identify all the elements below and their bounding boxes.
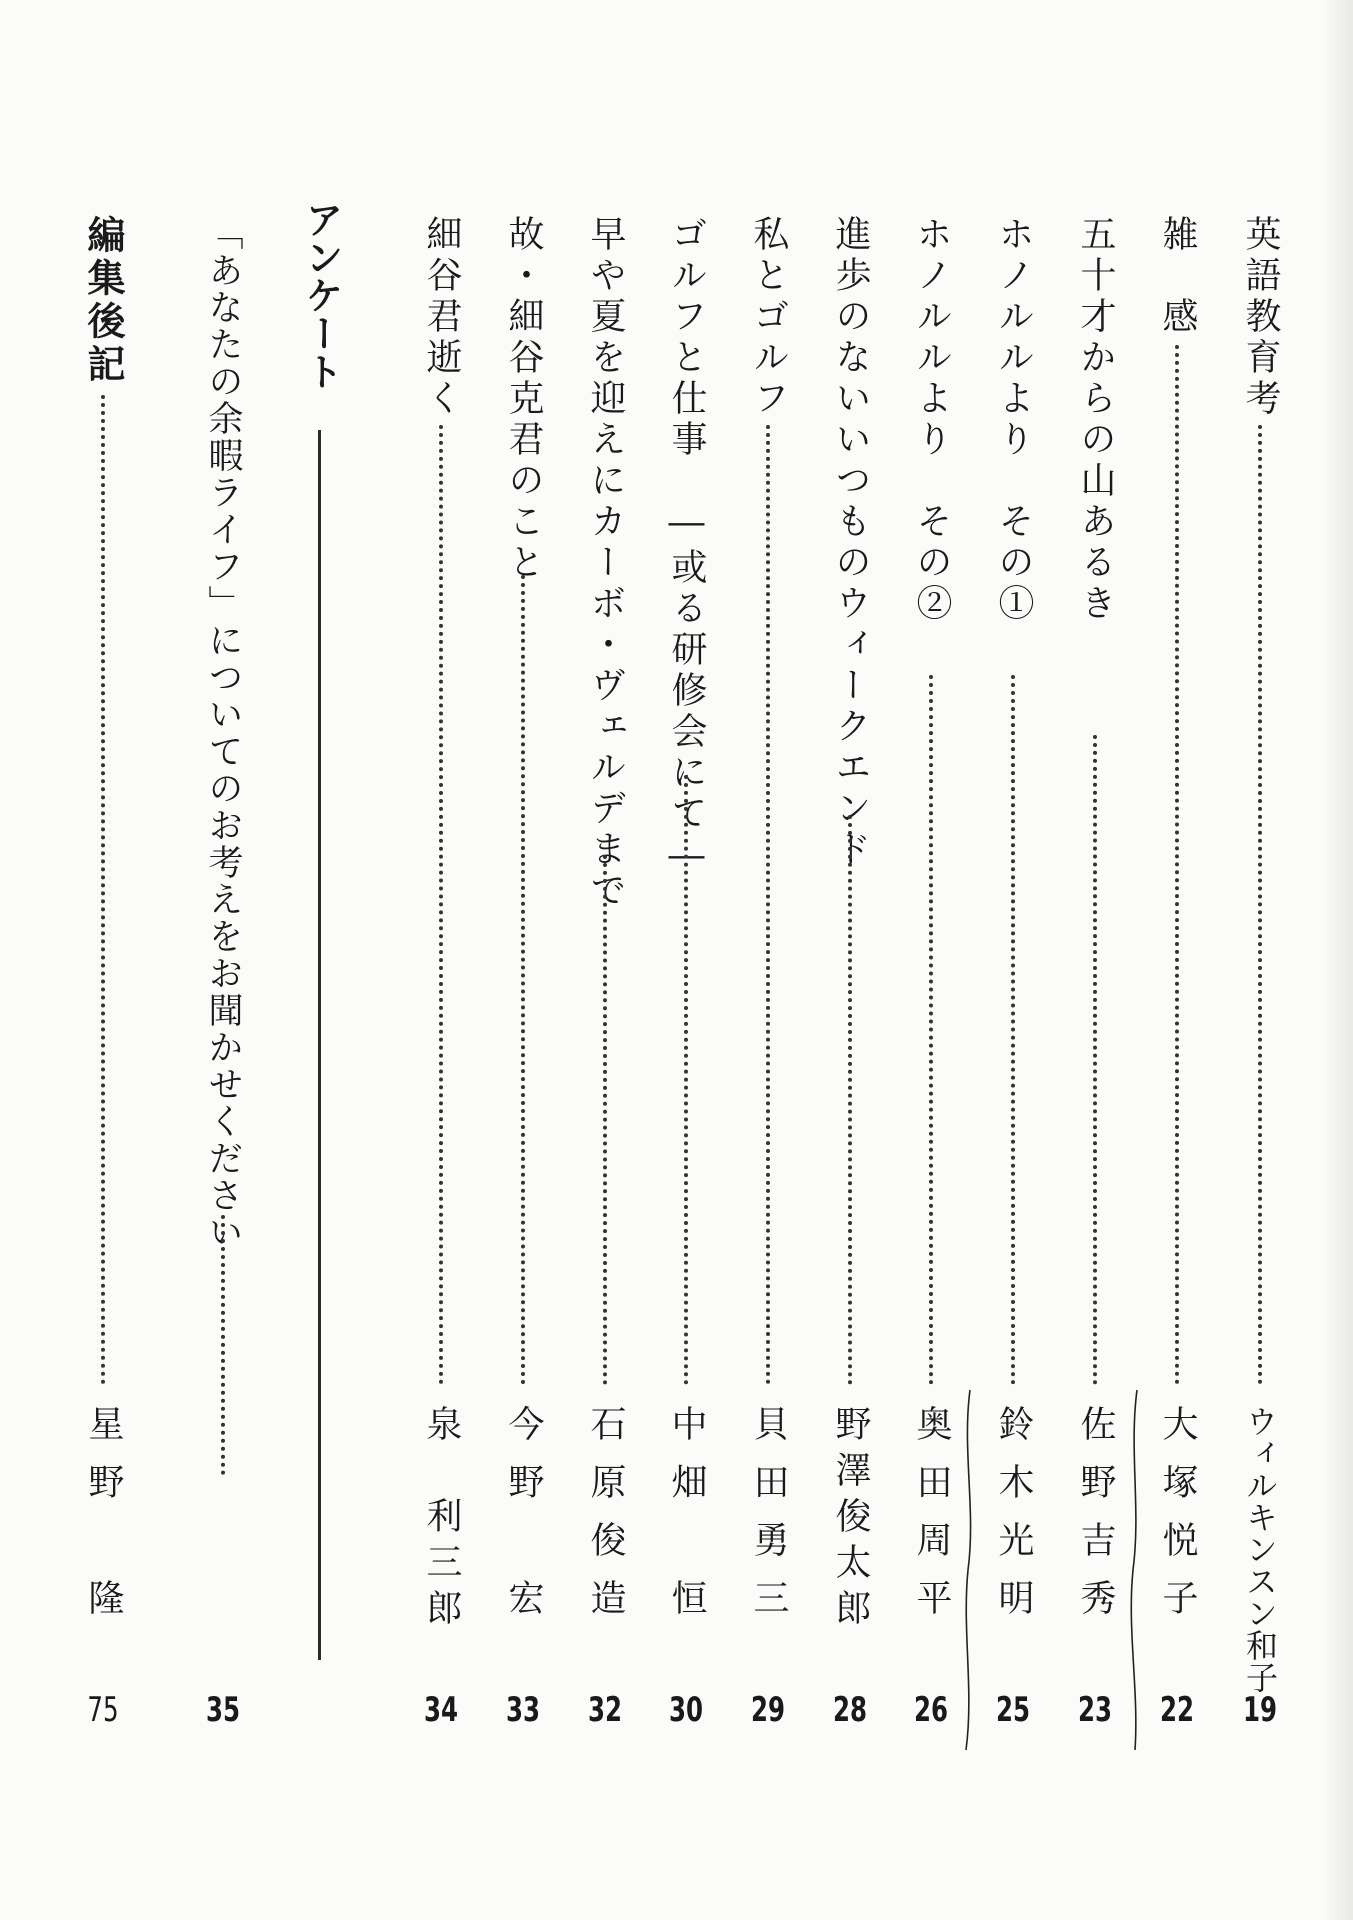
entry-author: 鈴木光明 — [993, 1405, 1034, 1637]
entry-author: 今野 宏 — [503, 1405, 544, 1637]
entry-title: 編集後記 — [81, 215, 125, 387]
entry-author: 佐野吉秀 — [1075, 1405, 1116, 1637]
entry-page: 35 — [205, 1690, 241, 1730]
dot-leader — [1175, 345, 1179, 1385]
entry-page: 25 — [995, 1690, 1031, 1730]
toc-entry-29[interactable] — [743, 215, 793, 1735]
entry-page: 29 — [750, 1690, 786, 1730]
dot-leader — [684, 775, 688, 1385]
entry-title: 五十才からの山あるき — [1075, 215, 1116, 625]
dot-leader — [101, 395, 105, 1385]
entry-title: 私とゴルフ — [748, 215, 789, 420]
toc-entry-30[interactable] — [661, 215, 711, 1735]
entry-page: 75 — [87, 1690, 119, 1730]
entry-title: 故・細谷克君のこと — [503, 215, 544, 584]
entry-title: 早や夏を迎えにカーボ・ヴェルデまで — [585, 215, 626, 912]
entry-title: 「あなたの余暇ライフ」についてのお考えをお聞かせください — [203, 215, 243, 1251]
section-rule — [318, 430, 321, 1660]
entry-page: 28 — [832, 1690, 868, 1730]
entry-page: 23 — [1077, 1690, 1113, 1730]
entry-author: 野澤俊太郎 — [830, 1405, 871, 1635]
dot-leader — [1011, 675, 1015, 1385]
entry-page: 34 — [423, 1690, 459, 1730]
entry-author: 大塚悦子 — [1157, 1405, 1198, 1637]
dot-leader — [929, 675, 933, 1385]
pen-mark-left — [960, 1390, 980, 1750]
dot-leader — [521, 575, 525, 1385]
entry-author: 貝田勇三 — [748, 1405, 789, 1637]
entry-title: ホノルルより その① — [993, 215, 1034, 625]
entry-author: 奥田周平 — [911, 1405, 952, 1637]
pen-mark-right — [1125, 1390, 1145, 1750]
entry-page: 19 — [1242, 1690, 1278, 1730]
toc-entry-26[interactable] — [906, 215, 956, 1735]
entry-page: 26 — [913, 1690, 949, 1730]
entry-author: 星野 隆 — [83, 1405, 124, 1637]
toc-entry-survey[interactable] — [198, 215, 248, 1735]
page-edge-shadow — [1323, 0, 1353, 1920]
entry-title: ホノルルより その② — [911, 215, 952, 625]
section-heading-survey: アンケート — [299, 200, 343, 390]
toc-entry-23[interactable] — [1070, 215, 1120, 1735]
toc-entry-afterword[interactable] — [78, 215, 128, 1735]
entry-page: 32 — [587, 1690, 623, 1730]
entry-page: 22 — [1159, 1690, 1195, 1730]
entry-title: 細谷君逝く — [421, 215, 462, 420]
toc-entry-19[interactable] — [1235, 215, 1285, 1735]
entry-author: 中畑 恒 — [666, 1405, 707, 1637]
entry-page: 33 — [505, 1690, 541, 1730]
entry-title: 進歩のないいつものウィークエンド — [830, 215, 871, 871]
entry-title: ゴルフと仕事 ―或る研修会にて― — [666, 215, 707, 881]
dot-leader — [766, 425, 770, 1385]
dot-leader — [221, 1215, 225, 1475]
entry-page: 30 — [668, 1690, 704, 1730]
toc-entry-25[interactable] — [988, 215, 1038, 1735]
toc-entry-34[interactable] — [416, 215, 466, 1735]
dot-leader — [603, 855, 607, 1385]
entry-author: 泉 利三郎 — [421, 1405, 462, 1635]
entry-author: 石原俊造 — [585, 1405, 626, 1637]
dot-leader — [1258, 425, 1262, 1385]
entry-title: 雑 感 — [1157, 215, 1198, 338]
entry-author: ウィルキンスン和子 — [1241, 1405, 1279, 1693]
dot-leader — [439, 425, 443, 1385]
toc-entry-32[interactable] — [580, 215, 630, 1735]
dot-leader — [1093, 735, 1097, 1385]
toc-entry-33[interactable] — [498, 215, 548, 1735]
dot-leader — [848, 815, 852, 1385]
entry-title: 英語教育考 — [1240, 215, 1281, 420]
toc-entry-28[interactable] — [825, 215, 875, 1735]
toc-entry-22[interactable] — [1152, 215, 1202, 1735]
